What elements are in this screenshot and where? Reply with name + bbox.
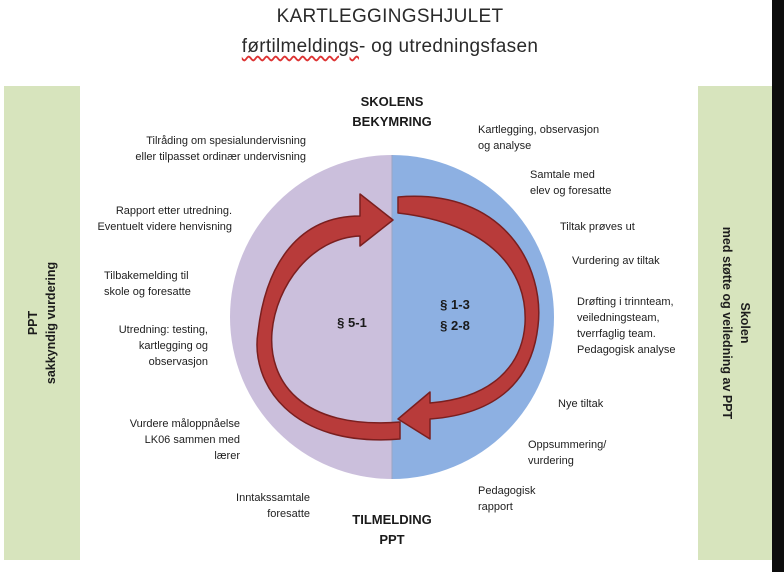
right-step-line: vurdering [528,455,574,467]
left-step-line: Tilbakemelding til [104,270,189,282]
right-step-trial [560,219,680,235]
left-step-line: skole og foresatte [104,286,191,298]
right-step-evaluation [572,253,692,269]
left-step-line: Eventuelt videre henvisning [97,221,232,233]
right-step-line: rapport [478,501,513,513]
left-step-assessment [96,322,208,370]
subtitle-rest: - og utredningsfasen [358,36,539,57]
left-step-line: eller tilpasset ordinær undervisning [135,151,306,163]
left-step-feedback [104,268,234,300]
right-step-line: veiledningsteam, [577,312,660,324]
right-step-line: Nye tiltak [558,398,604,410]
left-step-line: kartlegging og [138,340,208,352]
left-step-report [70,203,232,235]
right-half-line1: § 1-3 [440,297,470,312]
right-panel-line2: med støtte og veiledning av PPT [720,226,734,420]
right-step-new-measures [558,396,658,412]
right-step-line: Kartlegging, observasjon [478,124,600,136]
left-step-line: LK06 sammen med [144,434,240,446]
right-half-line2: § 2-8 [440,318,470,333]
right-step-line: tverrfaglig team. [577,328,656,340]
right-step-line: Drøfting i trinnteam, [577,296,674,308]
right-step-mapping [478,122,648,154]
right-panel-line1: Skolen [738,302,752,344]
right-step-line: Pedagogisk [478,485,536,497]
subtitle-word: førtilmeldings [241,36,359,57]
right-step-line: elev og foresatte [530,185,612,197]
left-step-line: observasjon [148,356,208,368]
left-step-line: Inntakssamtale [236,492,310,504]
right-step-line: Tiltak prøves ut [560,221,635,233]
left-step-line: Tilråding om spesialundervisning [146,135,306,147]
left-half-section: § 5-1 [337,315,367,330]
left-step-line: Vurdere måloppnåelse [129,418,240,430]
left-step-line: foresatte [267,508,310,520]
left-step-goal-attainment [100,416,240,464]
top-label-concern [332,92,452,132]
bottom-label-line1: TILMELDING [352,512,432,527]
left-step-recommendation [96,133,306,165]
left-step-intake [190,490,310,522]
left-step-line: Rapport etter utredning. [115,205,232,217]
top-label-line1: SKOLENS [360,94,424,109]
right-step-summary [528,437,648,469]
right-step-line: Samtale med [530,169,595,181]
right-step-conversation [530,167,670,199]
right-step-discussion [577,294,693,358]
right-step-line: Pedagogisk analyse [577,344,676,356]
right-step-line: Oppsummering/ [528,439,607,451]
bottom-label-line2: PPT [379,532,405,547]
left-step-line: lærer [214,450,240,462]
left-step-line: Utredning: testing, [118,324,208,336]
top-label-line2: BEKYMRING [352,114,432,129]
right-step-line: og analyse [478,140,532,152]
window-edge [772,0,784,572]
bottom-label-referral [332,510,452,550]
left-panel-line1: PPT [26,310,40,336]
left-panel-line2: sakkyndig vurdering [44,261,58,385]
right-step-line: Vurdering av tiltak [572,255,660,267]
right-half-sections [420,294,490,336]
diagram-title: KARTLEGGINGSHJULET [276,6,504,27]
right-step-report [478,483,588,515]
